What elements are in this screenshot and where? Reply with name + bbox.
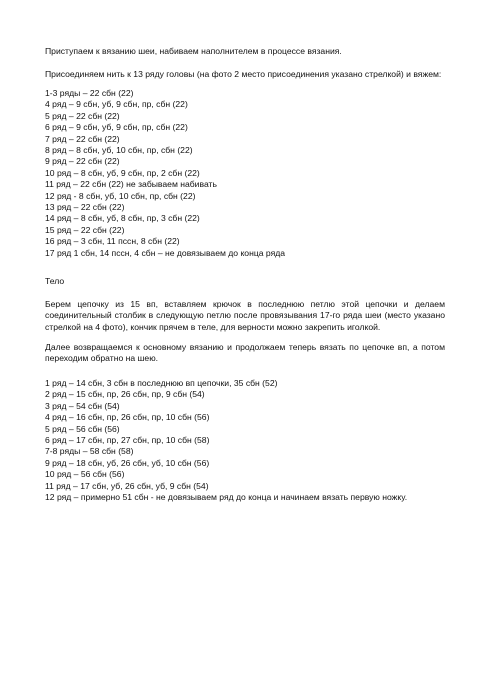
neck-row: 4 ряд – 9 сбн, уб, 9 сбн, пр, сбн (22) [45, 99, 188, 110]
return-paragraph [45, 342, 445, 365]
neck-rows-list [45, 88, 445, 259]
neck-row: 1-3 ряды – 22 сбн (22) [45, 88, 134, 98]
neck-row: 16 ряд – 3 сбн, 11 пссн, 8 сбн (22) [45, 236, 180, 247]
body-row: 3 ряд – 54 сбн (54) [45, 400, 120, 411]
body-row: 7-8 ряды – 58 сбн (58) [45, 446, 134, 457]
neck-row: 17 ряд 1 сбн, 14 пссн, 4 сбн – не довязываем до конца ряда [45, 247, 286, 258]
body-row: 9 ряд – 18 сбн, уб, 26 сбн, уб, 10 сбн (56) [45, 457, 210, 468]
body-title: Тело [45, 276, 65, 286]
body-row: 2 ряд – 15 сбн, пр, 26 сбн, пр, 9 сбн (54) [45, 389, 205, 400]
body-section-heading [45, 276, 445, 287]
body-row: 4 ряд – 16 сбн, пр, 26 сбн, пр, 10 сбн (56) [45, 412, 210, 423]
neck-row: 13 ряд – 22 сбн (22) [45, 202, 125, 213]
neck-row: 6 ряд – 9 сбн, уб, 9 сбн, пр, сбн (22) [45, 122, 188, 133]
neck-row: 11 ряд – 22 сбн (22) не забываем набивать [45, 179, 217, 190]
neck-row: 10 ряд – 8 сбн, уб, 9 сбн, пр, 2 сбн (22) [45, 167, 200, 178]
body-row: 6 ряд – 17 сбн, пр, 27 сбн, пр, 10 сбн (58) [45, 435, 210, 446]
body-row: 12 ряд – примерно 51 сбн - не довязываем ряд до конца и начинаем вязать первую ножку. [45, 492, 408, 503]
body-row: 5 ряд – 56 сбн (56) [45, 423, 120, 434]
neck-row: 15 ряд – 22 сбн (22) [45, 224, 125, 235]
return-text: Далее возвращаемся к основному вязанию и продолжаем теперь вязать по цепочке вп, а потом переходим обратно на шею. [45, 342, 445, 364]
body-row: 10 ряд – 56 сбн (56) [45, 469, 125, 480]
neck-row: 8 ряд – 8 сбн, уб, 10 сбн, пр, сбн (22) [45, 145, 193, 156]
neck-row: 14 ряд – 8 сбн, уб, 8 сбн, пр, 3 сбн (22) [45, 213, 200, 224]
body-rows-list [45, 378, 445, 503]
intro-paragraph [45, 46, 445, 57]
neck-row: 9 ряд – 22 сбн (22) [45, 156, 120, 167]
neck-row: 7 ряд – 22 сбн (22) [45, 133, 120, 144]
body-instructions-text: Берем цепочку из 15 вп, вставляем крючок в последнюю петлю этой цепочки и делаем соединительный столбик в следующую петлю после провязывания 17-го ряда шеи (место указано стрелкой на 4 фото), кончик прячем в теле, для верности можно закрепить иголкой. [45, 299, 445, 332]
neck-row: 12 ряд - 8 сбн, уб, 10 сбн, пр, сбн (22) [45, 190, 196, 201]
neck-row: 5 ряд – 22 сбн (22) [45, 110, 120, 121]
attach-paragraph [45, 69, 445, 80]
attach-text: Присоединяем нить к 13 ряду головы (на фото 2 место присоединения указано стрелкой) и вяжем: [45, 69, 442, 79]
body-row: 11 ряд – 17 сбн, уб, 26 сбн, уб, 9 сбн (54) [45, 480, 209, 491]
intro-text: Приступаем к вязанию шеи, набиваем наполнителем в процессе вязания. [45, 46, 342, 56]
body-row: 1 ряд – 14 сбн, 3 сбн в последнюю вп цепочки, 35 сбн (52) [45, 378, 278, 388]
body-paragraph [45, 299, 445, 333]
